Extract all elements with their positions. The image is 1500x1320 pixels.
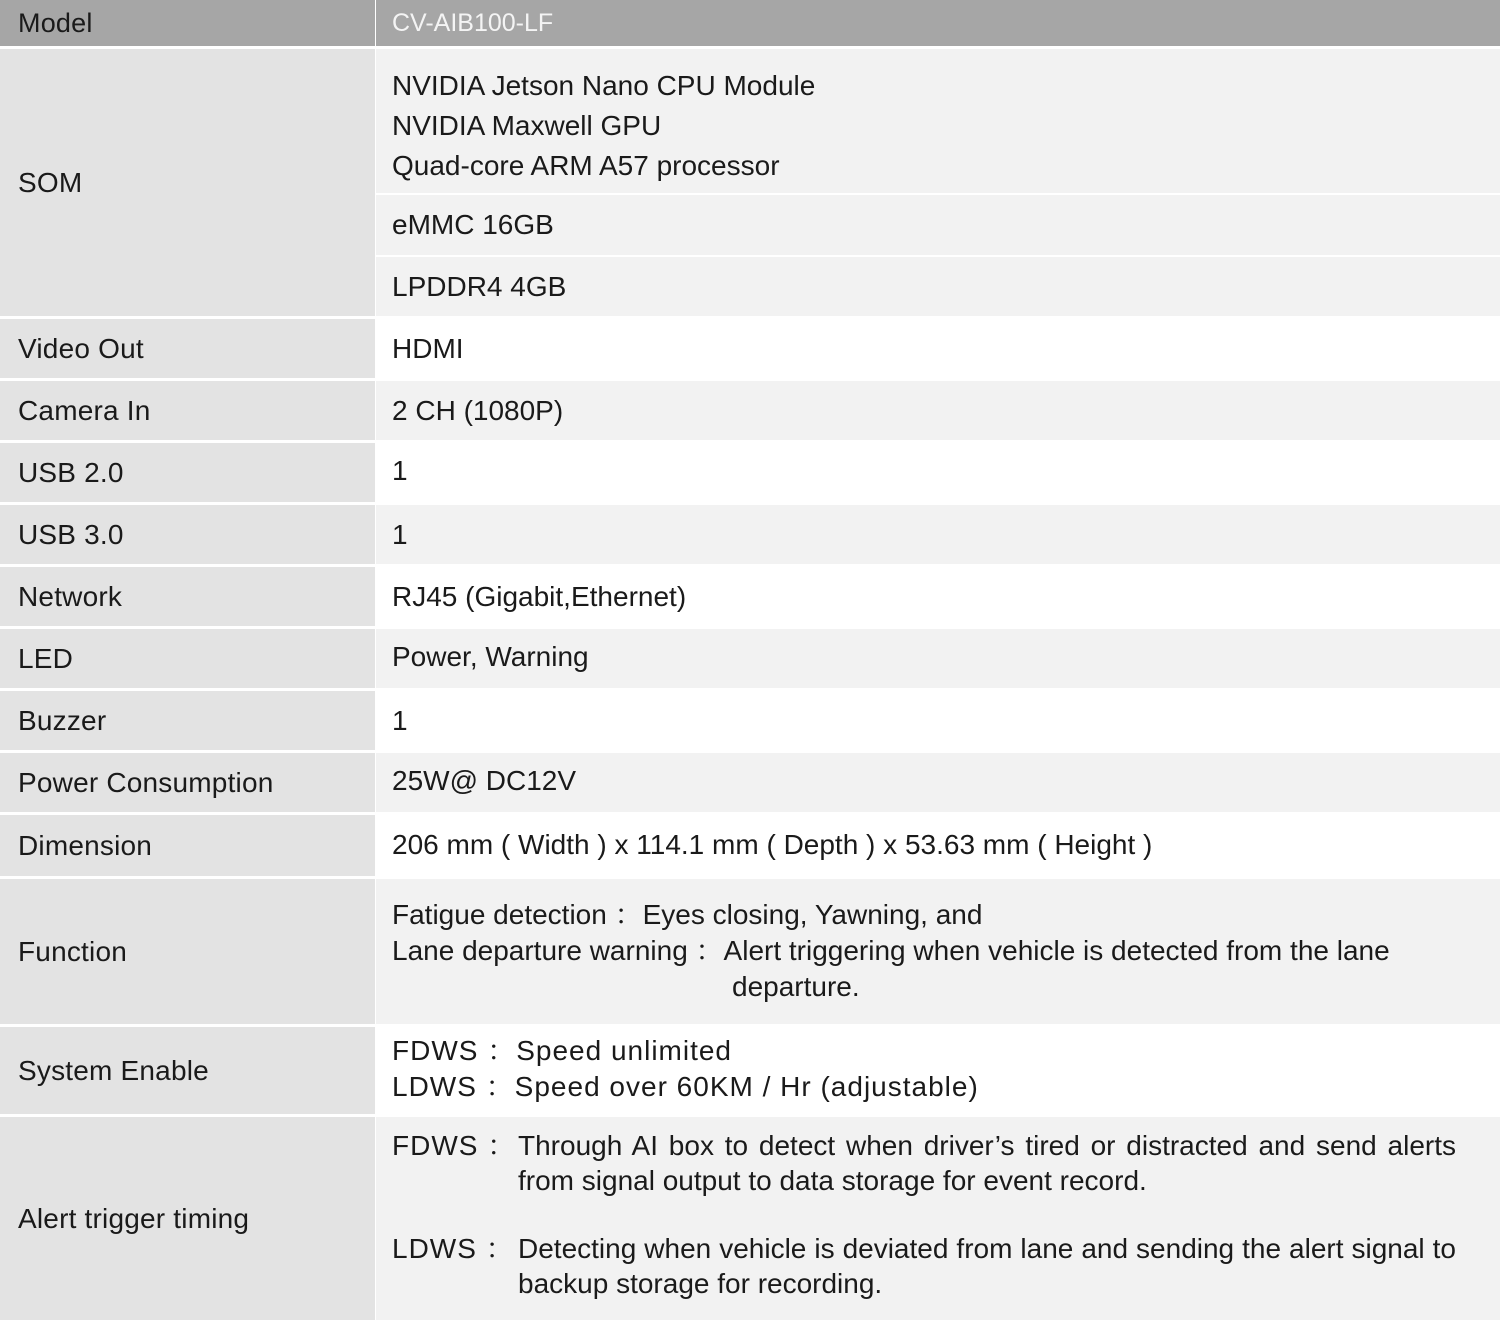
som-memory: LPDDR4 4GB <box>392 270 567 302</box>
som-storage-cell <box>376 195 1500 257</box>
function-line-3: departure. <box>732 971 860 1002</box>
som-cpu-cell <box>376 49 1500 195</box>
alert-ldws-text: Detecting when vehicle is deviated from lane and sending the alert signal to backup storage for recording. <box>518 1233 1456 1299</box>
spec-value: 2 CH (1080P) <box>376 381 1500 440</box>
spec-label: Buzzer <box>0 691 375 750</box>
spec-row-network <box>0 567 1500 629</box>
spec-label: Video Out <box>0 319 375 378</box>
spec-value: Power, Warning <box>376 629 1500 688</box>
function-value <box>376 879 1500 1024</box>
spec-label: USB 2.0 <box>0 443 375 502</box>
som-line-2: NVIDIA Maxwell GPU <box>392 110 662 141</box>
alert-fdws <box>392 1128 1500 1198</box>
header-row <box>0 0 1500 49</box>
spec-value: HDMI <box>376 319 1500 378</box>
system-enable-label: System Enable <box>0 1027 375 1114</box>
function-line-1: Fatigue detection ：Eyes closing, Yawning, and <box>392 899 983 930</box>
spec-value: 206 mm ( Width ) x 114.1 mm ( Depth ) x 53.63 mm ( Height ) <box>376 815 1500 876</box>
spec-row-usb3 <box>0 505 1500 567</box>
alert-fdws-text: Through AI box to detect when driver’s tired or distracted and send alerts from signal output to data storage for event record. <box>518 1130 1456 1196</box>
system-enable-line-2: LDWS ：Speed over 60KM / Hr (adjustable) <box>392 1071 979 1102</box>
alert-label: Alert trigger timing <box>0 1117 375 1320</box>
spec-value: 25W@ DC12V <box>376 753 1500 812</box>
function-label: Function <box>0 879 375 1024</box>
spec-row-led <box>0 629 1500 691</box>
alert-fdws-key: FDWS ： <box>392 1130 517 1161</box>
spec-row-usb2 <box>0 443 1500 505</box>
function-line-2: Lane departure warning ：Alert triggering when vehicle is detected from the lane <box>392 935 1390 966</box>
spec-value: 1 <box>376 691 1500 750</box>
alert-value <box>376 1117 1500 1320</box>
alert-row <box>0 1117 1500 1320</box>
header-label: Model <box>0 0 375 46</box>
alert-ldws-key: LDWS ： <box>392 1233 515 1264</box>
som-line-3: Quad-core ARM A57 processor <box>392 150 780 181</box>
spec-row-camera-in <box>0 381 1500 443</box>
spec-row-video-out <box>0 319 1500 381</box>
spec-value: 1 <box>376 505 1500 564</box>
spec-label: Power Consumption <box>0 753 375 812</box>
spec-row-power <box>0 753 1500 815</box>
spec-label: LED <box>0 629 375 688</box>
model-name: CV-AIB100-LF <box>376 0 1500 46</box>
function-row <box>0 879 1500 1027</box>
spec-label: Dimension <box>0 815 375 876</box>
som-memory-cell <box>376 257 1500 316</box>
alert-ldws <box>392 1231 1500 1301</box>
som-row <box>0 49 1500 319</box>
spec-value: 1 <box>376 443 1500 502</box>
som-storage: eMMC 16GB <box>392 209 554 240</box>
system-enable-line-1: FDWS ：Speed unlimited <box>392 1035 733 1066</box>
som-line-1: NVIDIA Jetson Nano CPU Module <box>392 70 816 101</box>
spec-value: RJ45 (Gigabit,Ethernet) <box>376 567 1500 626</box>
spec-row-buzzer <box>0 691 1500 753</box>
spec-label: Network <box>0 567 375 626</box>
spec-label: Camera In <box>0 381 375 440</box>
spec-label: USB 3.0 <box>0 505 375 564</box>
spec-row-dimension <box>0 815 1500 879</box>
som-label: SOM <box>0 49 375 316</box>
system-enable-row <box>0 1027 1500 1117</box>
system-enable-value <box>376 1027 1500 1114</box>
